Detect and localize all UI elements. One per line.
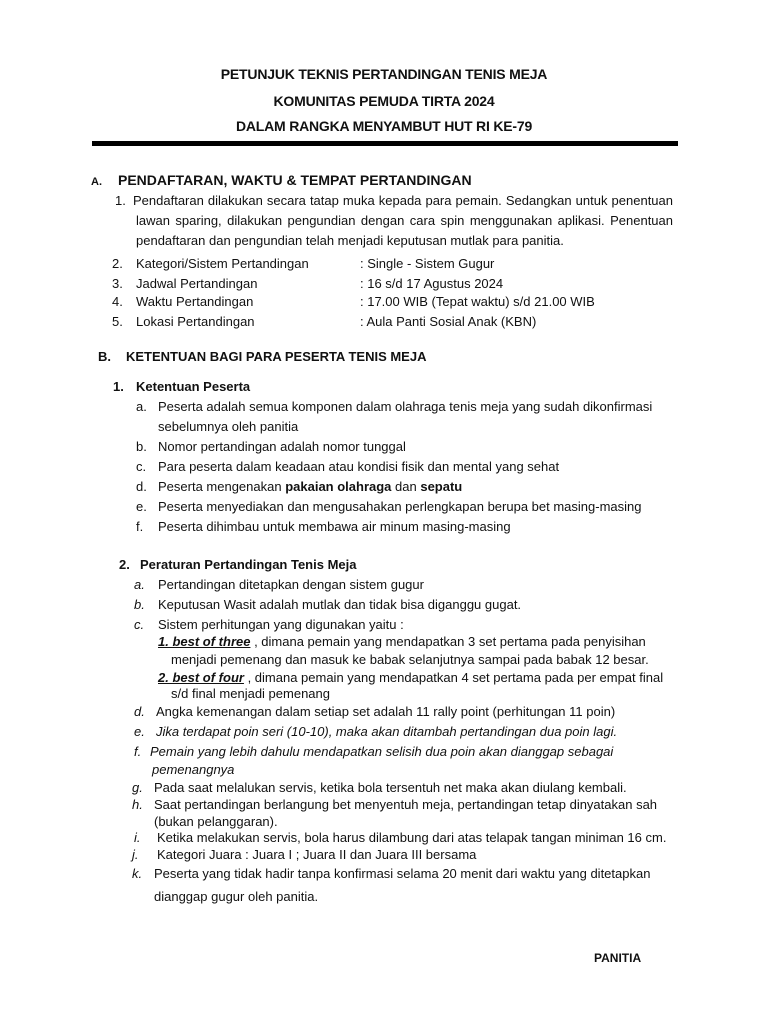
b2e-letter: e. [134, 724, 145, 739]
a3-label: Jadwal Pertandingan [136, 276, 258, 291]
b1c-letter: c. [136, 459, 147, 474]
b2d-text: Angka kemenangan dalam setiap set adalah 11 rally point (perhitungan 11 poin) [156, 704, 616, 719]
b2c-text: Sistem perhitungan yang digunakan yaitu : [158, 617, 404, 632]
section-b-title: KETENTUAN BAGI PARA PESERTA TENIS MEJA [126, 349, 427, 364]
b2b-text: Keputusan Wasit adalah mutlak dan tidak bisa diganggu gugat. [158, 597, 522, 612]
a3-number: 3. [112, 276, 123, 291]
a5-value: : Aula Panti Sosial Anak (KBN) [360, 314, 537, 329]
b2g-text: Pada saat melalukan servis, ketika bola tersentuh net maka akan diulang kembali. [154, 780, 627, 795]
a1-line-2: lawan sparing, dilakukan pengundian dengan cara spin menggunakan aplikasi. Penentuan [136, 213, 673, 228]
b2c-option-1 [158, 634, 646, 649]
b2f-line-1: Pemain yang lebih dahulu mendapatkan selisih dua poin akan dianggap sebagai [150, 744, 614, 759]
b1f-letter: f. [136, 519, 144, 534]
b1-title: Ketentuan Peserta [136, 379, 251, 394]
doc-title-line-1: PETUNJUK TEKNIS PERTANDINGAN TENIS MEJA [220, 66, 548, 82]
b2f-line-2: pemenangnya [152, 762, 235, 777]
b2c-option-2-line-2: s/d final menjadi pemenang [171, 686, 330, 701]
header-divider [92, 141, 678, 146]
b1d-mid: dan [391, 479, 421, 494]
b2c-option-2 [158, 670, 663, 685]
b2h-line-2: (bukan pelanggaran). [154, 814, 278, 829]
a1-number: 1. [115, 193, 126, 208]
a2-number: 2. [112, 256, 123, 271]
b2c-option-1-line-2: menjadi pemenang dan masuk ke babak selanjutnya sampai pada babak 12 besar. [171, 652, 649, 667]
b1a-line-1: Peserta adalah semua komponen dalam olahraga tenis meja yang sudah dikonfirmasi [158, 399, 653, 414]
section-a-title: PENDAFTARAN, WAKTU & TEMPAT PERTANDINGAN [118, 172, 472, 188]
b2a-text: Pertandingan ditetapkan dengan sistem gugur [158, 577, 424, 592]
b2c-option-1-text: , dimana pemain yang mendapatkan 3 set pertama pada penyisihan [250, 634, 646, 649]
b1d-bold-shoes: sepatu [420, 479, 463, 494]
b2k-line-1: Peserta yang tidak hadir tanpa konfirmasi selama 20 menit dari waktu yang ditetapkan [154, 866, 651, 881]
b2c-letter: c. [134, 617, 145, 632]
b1e-text: Peserta menyediakan dan mengusahakan perlengkapan berupa bet masing-masing [158, 499, 642, 514]
b2c-option-2-label: 2. best of four [158, 670, 244, 685]
b1b-text: Nomor pertandingan adalah nomor tunggal [158, 439, 406, 454]
b2d-letter: d. [134, 704, 145, 719]
b1d-bold-clothing: pakaian olahraga [285, 479, 392, 494]
b2i-text: Ketika melakukan servis, bola harus dilambung dari atas telapak tangan miniman 16 cm. [157, 830, 667, 845]
doc-title-line-3: DALAM RANGKA MENYAMBUT HUT RI KE-79 [235, 118, 533, 134]
a3-value: : 16 s/d 17 Agustus 2024 [360, 276, 504, 291]
b2-title: Peraturan Pertandingan Tenis Meja [140, 557, 357, 572]
a5-number: 5. [112, 314, 123, 329]
a4-value: : 17.00 WIB (Tepat waktu) s/d 21.00 WIB [360, 294, 595, 309]
b2c-option-2-text: , dimana pemain yang mendapatkan 4 set pertama pada per empat final [243, 670, 664, 685]
b2h-letter: h. [132, 797, 143, 812]
b1d-pre: Peserta mengenakan [158, 479, 286, 494]
b1-number: 1. [113, 379, 124, 394]
b2f-letter: f. [134, 744, 142, 759]
doc-title-line-2: KOMUNITAS PEMUDA TIRTA 2024 [273, 93, 495, 109]
b2a-letter: a. [134, 577, 145, 592]
a4-number: 4. [112, 294, 123, 309]
a2-value: : Single - Sistem Gugur [360, 256, 495, 271]
b2h-line-1: Saat pertandingan berlangung bet menyentuh meja, pertandingan tetap dinyatakan sah [154, 797, 658, 812]
b2i-letter: i. [134, 830, 141, 845]
a4-label: Waktu Pertandingan [136, 294, 254, 309]
b1e-letter: e. [136, 499, 147, 514]
a2-label: Kategori/Sistem Pertandingan [136, 256, 309, 271]
b2j-text: Kategori Juara : Juara I ; Juara II dan Juara III bersama [157, 847, 477, 862]
b2g-letter: g. [132, 780, 143, 795]
b1d-letter: d. [136, 479, 147, 494]
b1b-letter: b. [136, 439, 147, 454]
b2c-option-1-label: 1. best of three [158, 634, 251, 649]
b2j-letter: j. [132, 847, 139, 862]
b2-number: 2. [119, 557, 130, 572]
a1-line-1: Pendaftaran dilakukan secara tatap muka kepada para pemain. Sedangkan untuk penentuan [133, 193, 673, 208]
b1c-text: Para peserta dalam keadaan atau kondisi fisik dan mental yang sehat [158, 459, 560, 474]
section-b-letter: B. [98, 349, 111, 364]
b1a-line-2: sebelumnya oleh panitia [158, 419, 299, 434]
b2k-letter: k. [132, 866, 143, 881]
b2k-line-2: dianggap gugur oleh panitia. [154, 889, 319, 904]
a1-line-3: pendaftaran dan pengundian telah menjadi keputusan mutlak para panitia. [136, 233, 564, 248]
signature-panitia: PANITIA [594, 951, 642, 965]
b2e-text: Jika terdapat poin seri (10-10), maka akan ditambah pertandingan dua poin lagi. [156, 724, 618, 739]
b2b-letter: b. [134, 597, 145, 612]
section-a-letter: A. [91, 176, 102, 188]
b1f-text: Peserta dihimbau untuk membawa air minum masing-masing [158, 519, 511, 534]
b1d-text [158, 479, 462, 494]
a5-label: Lokasi Pertandingan [136, 314, 255, 329]
b1a-letter: a. [136, 399, 147, 414]
